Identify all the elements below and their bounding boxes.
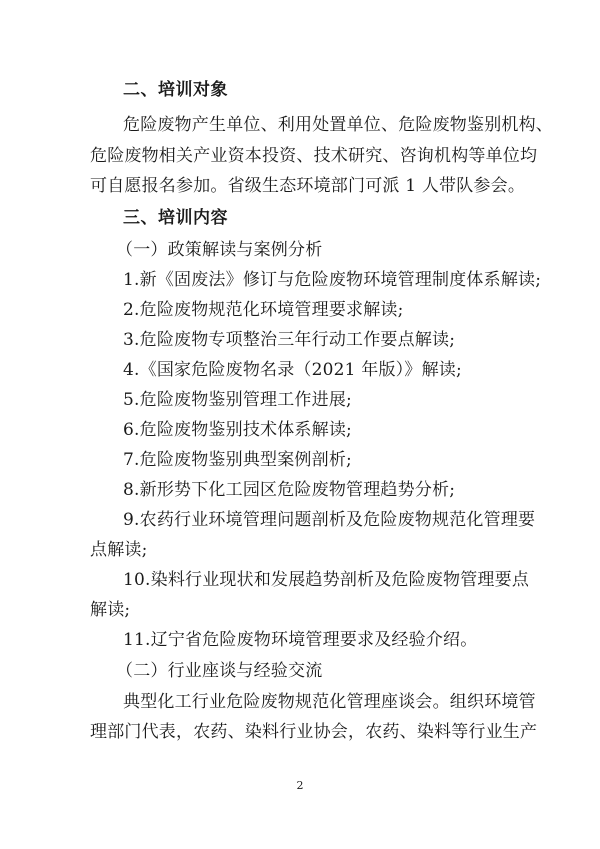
list-item: 6.危险废物鉴别技术体系解读; — [123, 420, 352, 440]
list-item: 1.新《固废法》修订与危险废物环境管理制度体系解读; — [123, 270, 542, 290]
list-item: 3.危险废物专项整治三年行动工作要点解读; — [123, 330, 456, 350]
paragraph-line: 危险废物产生单位、利用处置单位、危险废物鉴别机构、 — [123, 115, 553, 135]
section-heading-training-target: 二、培训对象 — [123, 80, 228, 100]
list-item: 8.新形势下化工园区危险废物管理趋势分析; — [123, 480, 456, 500]
paragraph-line: 理部门代表，农药、染料行业协会，农药、染料等行业生产 — [90, 722, 538, 742]
page-number: 2 — [296, 779, 304, 792]
list-item: 7.危险废物鉴别典型案例剖析; — [123, 450, 352, 470]
section-heading-training-content: 三、培训内容 — [123, 208, 228, 228]
subsection-title-exchange: （二）行业座谈与经验交流 — [116, 661, 323, 681]
list-item-continuation: 点解读; — [90, 540, 148, 560]
list-item: 10.染料行业现状和发展趋势剖析及危险废物管理要点 — [123, 570, 530, 590]
list-item: 4.《国家危险废物名录（2021 年版）》解读; — [123, 360, 462, 380]
list-item-continuation: 解读; — [90, 600, 131, 620]
paragraph-line: 危险废物相关产业资本投资、技术研究、咨询机构等单位均 — [90, 146, 538, 166]
list-item: 2.危险废物规范化环境管理要求解读; — [123, 300, 404, 320]
list-item: 11.辽宁省危险废物环境管理要求及经验介绍。 — [123, 630, 478, 650]
paragraph-line: 典型化工行业危险废物规范化管理座谈会。组织环境管 — [123, 692, 536, 712]
list-item: 5.危险废物鉴别管理工作进展; — [123, 390, 352, 410]
paragraph-line: 可自愿报名参加。省级生态环境部门可派 1 人带队参会。 — [90, 176, 526, 196]
subsection-title-policy: （一）政策解读与案例分析 — [116, 240, 323, 260]
list-item: 9.农药行业环境管理问题剖析及危险废物规范化管理要 — [123, 510, 536, 530]
